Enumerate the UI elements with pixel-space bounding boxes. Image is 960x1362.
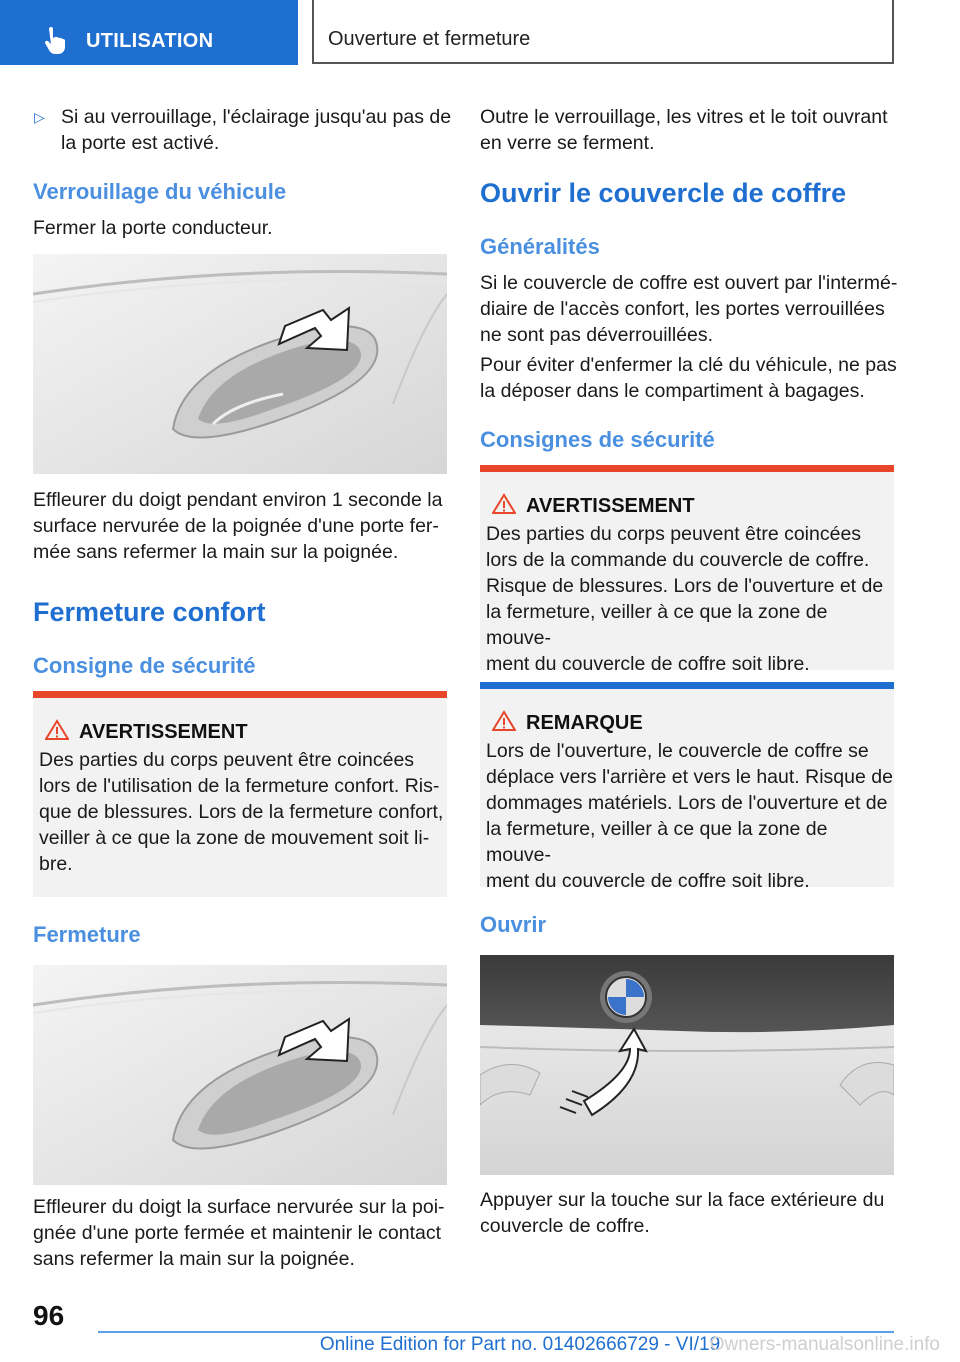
heading-fermeture: Fermeture — [33, 922, 141, 947]
bullet-marker: ▷ — [34, 109, 45, 125]
warning-line: Des parties du corps peuvent être coincées — [486, 523, 862, 545]
door-handle-illustration — [33, 254, 447, 474]
warning-line: lors de l'utilisation de la fermeture confort. Ris‐ — [39, 775, 440, 797]
notice-line: la fermeture, veiller à ce que la zone de mouve‐ — [486, 818, 828, 866]
hand-pointer-icon — [40, 27, 68, 55]
heading-fermeture-confort: Fermeture confort — [33, 597, 266, 627]
page-number: 96 — [33, 1300, 65, 1331]
heading-consigne: Consigne de sécurité — [33, 653, 256, 678]
warning-line: lors de la commande du couvercle de coffre. — [486, 549, 870, 571]
notice-line: déplace vers l'arrière et vers le haut. Risque de — [486, 766, 893, 788]
warning-box — [33, 691, 447, 897]
warning-line: que de blessures. Lors de la fermeture confort, — [39, 801, 444, 823]
paragraph-line: mée sans refermer la main sur la poignée. — [33, 541, 399, 563]
section-tab[interactable] — [0, 0, 298, 65]
warning-line: Risque de blessures. Lors de l'ouverture et de — [486, 575, 884, 597]
warning-body — [39, 747, 443, 877]
chapter-title: Ouverture et fermeture — [328, 28, 531, 50]
warning-line: la fermeture, veiller à ce que la zone de mouve‐ — [486, 601, 828, 649]
heading-generalites: Généralités — [480, 234, 600, 259]
paragraph: Fermer la porte conducteur. — [33, 217, 273, 239]
notice-triangle-icon — [492, 710, 516, 732]
notice-line: ment du couvercle de coffre soit libre. — [486, 870, 810, 892]
trunk-button-photo — [480, 955, 894, 1175]
paragraph-line: gnée d'une porte fermée et maintenir le contact — [33, 1222, 442, 1244]
paragraph-line: Appuyer sur la touche sur la face extérieure du — [480, 1189, 885, 1211]
paragraph-line: Outre le verrouillage, les vitres et le toit ouvrant — [480, 106, 888, 128]
chapter-title-box — [312, 0, 894, 64]
notice-title: REMARQUE — [526, 712, 643, 734]
notice-box — [480, 682, 894, 892]
warning-body — [486, 521, 894, 677]
paragraph-line: Si le couvercle de coffre est ouvert par l'intermé‐ — [480, 272, 898, 294]
notice-line: dommages matériels. Lors de l'ouverture et de — [486, 792, 888, 814]
warning-bar — [33, 691, 447, 698]
warning-triangle-icon — [492, 493, 516, 515]
warning-line: veiller à ce que la zone de mouvement soit li‐ — [39, 827, 430, 849]
paragraph-line: Effleurer du doigt pendant environ 1 seconde la — [33, 489, 443, 511]
heading-verrouillage: Verrouillage du véhicule — [33, 179, 287, 204]
paragraph-line: la déposer dans le compartiment à bagages. — [480, 380, 865, 402]
door-handle-illustration — [33, 965, 447, 1185]
heading-ouvrir: Ouvrir — [480, 912, 547, 937]
paragraph-line: couvercle de coffre. — [480, 1215, 650, 1237]
notice-body — [486, 738, 894, 894]
warning-line: bre. — [39, 853, 73, 875]
paragraph-line: diaire de l'accès confort, les portes verrouillées — [480, 298, 885, 320]
paragraph-line: Pour éviter d'enfermer la clé du véhicule, ne pas — [480, 354, 897, 376]
warning-box — [480, 465, 894, 675]
watermark: Owners-manualsonline.info — [709, 1334, 940, 1355]
paragraph-line: ne sont pas déverrouillées. — [480, 324, 714, 346]
notice-line: Lors de l'ouverture, le couvercle de coffre se — [486, 740, 869, 762]
paragraph-line: sans refermer la main sur la poignée. — [33, 1248, 355, 1270]
warning-title: AVERTISSEMENT — [79, 721, 248, 743]
warning-line: ment du couvercle de coffre soit libre. — [486, 653, 810, 675]
paragraph-line: Effleurer du doigt la surface nervurée sur la poi‐ — [33, 1196, 445, 1218]
warning-line: Des parties du corps peuvent être coincées — [39, 749, 415, 771]
warning-triangle-icon — [45, 719, 69, 741]
paragraph-line: surface nervurée de la poignée d'une porte fer‐ — [33, 515, 439, 537]
door-handle-photo-2 — [33, 965, 447, 1185]
section-label: UTILISATION — [86, 30, 214, 52]
edition-text: Online Edition for Part no. 01402666729 - VI/19 — [319, 1334, 721, 1355]
notice-bar — [480, 682, 894, 689]
bullet-text-line: Si au verrouillage, l'éclairage jusqu'au pas de — [61, 106, 452, 128]
heading-ouvrir-coffre: Ouvrir le couvercle de coffre — [480, 178, 847, 208]
bullet-text-line: la porte est activé. — [61, 132, 220, 154]
door-handle-photo — [33, 254, 447, 474]
warning-bar — [480, 465, 894, 472]
paragraph-line: en verre se ferment. — [480, 132, 655, 154]
warning-title: AVERTISSEMENT — [526, 495, 695, 517]
footer-rule — [98, 1331, 894, 1333]
trunk-illustration — [480, 955, 894, 1175]
heading-consignes: Consignes de sécurité — [480, 427, 715, 452]
